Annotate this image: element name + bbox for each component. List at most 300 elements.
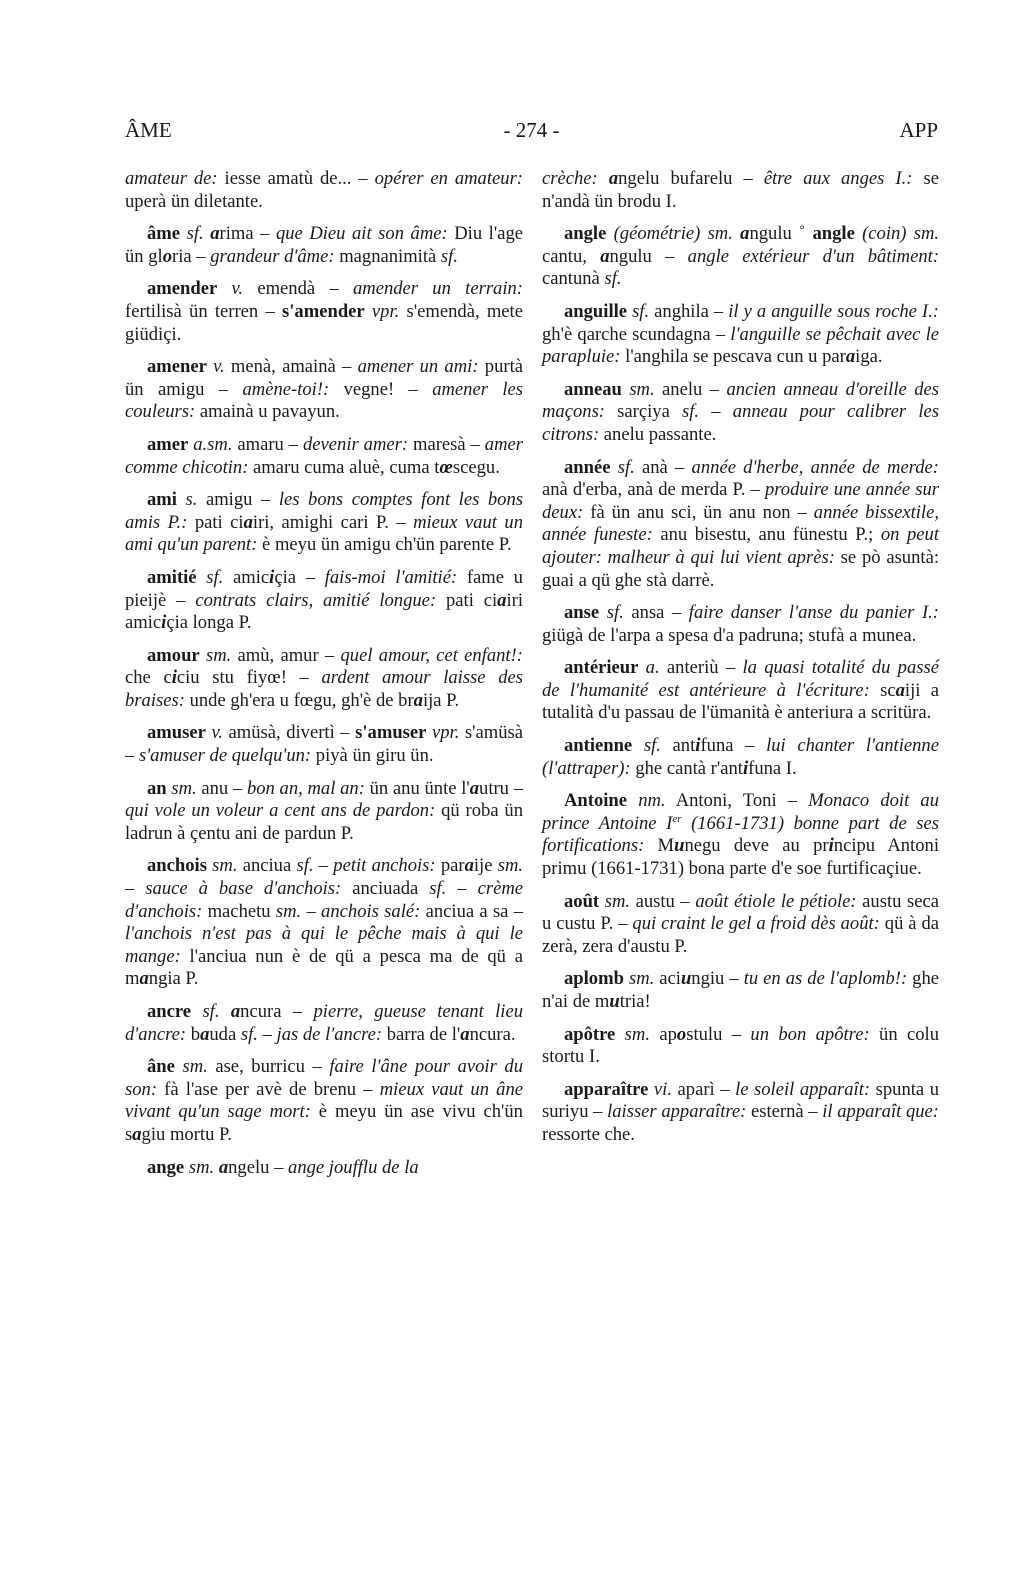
french-text: faire l'âne pour avoir du son: (125, 1056, 523, 1100)
right-column (542, 168, 939, 1157)
french-text: produire une année sur deux: (542, 479, 939, 523)
entry-text: spunta u suriyu – (542, 1078, 940, 1123)
entry-text: amic (223, 566, 270, 588)
french-text: sm. (205, 644, 232, 666)
french-text: bon an, mal an: (246, 777, 365, 799)
french-text: sf. (440, 245, 458, 267)
entry-text: a (460, 1023, 470, 1045)
entry-text: ghe cantà r'ant (630, 757, 743, 779)
french-text: v. (231, 278, 244, 300)
entry-text (220, 1001, 231, 1022)
dictionary-entry (125, 645, 523, 713)
dictionary-entry (542, 968, 939, 1013)
headword: amer (147, 433, 189, 455)
entry-text: ngelu – (228, 1156, 289, 1178)
entry-text: uperà ün diletante. (125, 190, 263, 212)
entry-text (217, 278, 231, 299)
entry-text: b (186, 1023, 201, 1045)
french-text: anchois salé: (321, 900, 421, 922)
french-text: sf. (682, 401, 700, 423)
entry-text: ant (660, 735, 696, 757)
entry-text: tria! (619, 991, 651, 1012)
entry-text: vegne! – (329, 378, 433, 400)
entry-text: o (162, 245, 173, 267)
entry-text: ün colu stortu I. (542, 1023, 939, 1068)
entry-text: a (845, 346, 856, 368)
entry-text: purtà ün amigu – (125, 356, 523, 400)
entry-text: fertilisà ün terren – (125, 300, 283, 322)
entry-text: – (699, 401, 733, 423)
french-text: qui vole un voleur a cent ans de pardon: (125, 800, 436, 822)
french-text: amener un ami: (357, 356, 479, 378)
french-text: Monaco doit au prince Antoine I (542, 790, 939, 834)
french-text: contrats clairs, amitié longue: (195, 589, 437, 611)
entry-text (197, 567, 207, 588)
french-text: amer comme chicotin: (125, 433, 523, 478)
dictionary-entry (542, 457, 939, 593)
entry-text: cantunà (542, 268, 605, 290)
dictionary-entry (125, 722, 523, 767)
entry-text: esternà – (746, 1101, 823, 1123)
french-text: sauce à base d'anchois: (145, 878, 342, 900)
french-text: mieux vaut un âne vivant qu'un sage mort: (125, 1078, 523, 1123)
french-text: grandeur d'âme: (210, 245, 335, 267)
french-text: sm. (188, 1156, 215, 1178)
headword: s'amender (282, 300, 365, 322)
entry-text: ressorte che. (542, 1123, 635, 1145)
entry-text: er (672, 812, 682, 825)
entry-text: è meyu ün amigu ch'ün parente P. (257, 534, 512, 556)
entry-text: che c (125, 667, 172, 689)
entry-text (615, 1024, 624, 1045)
entry-text (177, 489, 186, 510)
french-text: sf. (604, 268, 622, 290)
entry-text: anu bisestu, anu fünestu P.; (652, 524, 881, 546)
entry-text: a (740, 223, 750, 245)
entry-text: fà ün anu sci, ün anu non – (583, 501, 814, 523)
entry-text: Antoni, Toni – (665, 790, 809, 812)
french-text: angle extérieur d'un bâtiment: (687, 245, 940, 267)
french-text: fais-moi l'amitié: (324, 566, 458, 588)
dictionary-entry (125, 434, 523, 479)
entry-text: ncura. (469, 1023, 516, 1045)
french-text: vi. (653, 1078, 672, 1100)
french-text: sf. (429, 878, 447, 900)
french-text: jas de l'ancre: (276, 1023, 383, 1045)
headword: âme (147, 223, 181, 245)
entry-text: a (895, 679, 905, 701)
french-text: a. (645, 657, 660, 679)
french-text: faire danser l'anse du panier I.: (688, 602, 940, 624)
entry-text: anciuada (341, 878, 430, 900)
entry-text (638, 657, 645, 678)
headword: angle (812, 223, 855, 245)
entry-text: cantu, (542, 245, 601, 267)
dictionary-entry (125, 855, 523, 991)
entry-text: iga. (855, 346, 883, 368)
french-text: ange joufflu de la (288, 1156, 419, 1178)
french-text: il y a anguille sous roche I.: (728, 300, 939, 322)
entry-text: qü à da zerà, zera d'austu P. (542, 913, 939, 957)
entry-text: piyà ün giru ün. (311, 745, 434, 767)
running-header (125, 118, 938, 144)
french-text: sf. (202, 1001, 220, 1022)
entry-text: a (243, 511, 253, 533)
headword: ancre (147, 1001, 192, 1022)
headword: âne (147, 1056, 175, 1078)
french-text: sf. (643, 735, 661, 757)
entry-text: – (301, 900, 322, 922)
entry-text: anteriù – (659, 657, 743, 679)
entry-text: ün anu ünte l' (364, 777, 470, 799)
entry-text: a (464, 855, 474, 877)
french-text: que Dieu ait son âme: (275, 223, 448, 245)
french-text: sm. (275, 900, 302, 922)
french-text: (géométrie) sm. (613, 223, 733, 245)
entry-text: l'anghila se pescava cun u par (620, 346, 846, 368)
dictionary-entry (125, 1056, 523, 1146)
dictionary-entry (542, 1079, 939, 1147)
french-text: sm. (171, 777, 197, 799)
entry-text: sc (869, 679, 896, 701)
french-text: amender un terrain: (352, 278, 524, 300)
french-text: vpr. (371, 300, 400, 322)
dictionary-entry (125, 223, 523, 268)
entry-text: i (828, 835, 834, 857)
entry-text: çia – (274, 566, 325, 588)
french-text: sm. (182, 1056, 208, 1078)
entry-text: ria – (172, 245, 211, 267)
entry-text: u (674, 835, 685, 857)
french-text: v. (211, 722, 223, 744)
entry-text: a (600, 245, 610, 267)
entry-text: M (644, 835, 675, 857)
entry-text: a (608, 168, 619, 189)
entry-text: l'anciua nun è de qü a pesca ma de qü a m (125, 945, 523, 990)
headword: s'amuser (355, 722, 427, 744)
entry-text: ncura – (240, 1001, 314, 1022)
entry-text: s'emendà, mete giüdiçi. (125, 300, 523, 345)
entry-text: par (435, 855, 465, 877)
entry-text: pati ci (187, 511, 244, 533)
french-text: pierre, gueuse tenant lieu d'ancre: (125, 1001, 523, 1045)
dictionary-entry (125, 489, 523, 557)
french-text: s'amuser de quelqu'un: (138, 745, 312, 767)
french-text: amène-toi!: (242, 378, 330, 400)
french-text: opérer en amateur: (374, 168, 523, 189)
entry-text: fame u pieijè – (125, 566, 523, 611)
entry-text: a (210, 223, 220, 245)
dictionary-entry (125, 778, 523, 846)
french-text: crèche: (542, 168, 598, 189)
entry-text: barra de l' (382, 1023, 461, 1045)
entry-text: amainà u pavayun. (195, 401, 340, 423)
dictionary-entry (542, 1024, 939, 1069)
french-text: sm. (629, 378, 655, 400)
entry-text: a (218, 1156, 229, 1178)
entry-text: giu mortu P. (141, 1123, 232, 1145)
entry-text: iesse amatù de... – (217, 168, 375, 189)
entry-text: anelu passante. (599, 423, 717, 445)
french-text: (1661-1731) bonne part de ses fortifications: (542, 812, 939, 857)
entry-continuation (125, 168, 523, 213)
entry-text: anà – (634, 456, 692, 478)
entry-text: a (497, 589, 507, 611)
french-text: sf. (632, 300, 650, 322)
dictionary-entry (125, 1001, 523, 1046)
entry-text: maresà – (408, 433, 485, 455)
entry-text: anciua (237, 855, 297, 877)
french-text: nm. (638, 790, 666, 812)
french-text: sm. (212, 855, 238, 877)
entry-continuation (542, 168, 939, 213)
dictionary-entry (542, 735, 939, 780)
entry-text: qü roba ün ladrun à çentu ani de pardun P. (125, 800, 523, 844)
french-text: la quasi totalité du passé de l'humanité est antérieure à l'écriture: (542, 657, 939, 701)
french-text: l'anchois n'est pas à qui le pêche mais à qui le mange: (125, 923, 523, 967)
french-text: laisser apparaître: (607, 1101, 747, 1123)
entry-text: i (171, 667, 177, 689)
dictionary-entry (125, 356, 523, 424)
entry-text: gh'è qarche scundagna – (542, 323, 731, 345)
entry-text: scegu. (452, 456, 500, 478)
entry-text: anelu – (654, 378, 727, 400)
entry-text: Diu l'age ün gl (125, 223, 523, 267)
headword: anse (564, 602, 600, 624)
entry-text: iri amic (125, 589, 523, 634)
headword: antérieur (564, 657, 639, 679)
french-text: être aux anges I.: (763, 168, 913, 189)
headword: angle (564, 223, 607, 245)
header-last-word: APP (899, 118, 938, 142)
entry-text: ciu stu fiyœ! – (176, 667, 322, 689)
french-text: un bon apôtre: (750, 1023, 870, 1045)
entry-text: o (676, 1023, 687, 1045)
entry-text: menà, amainà – (224, 356, 358, 378)
dictionary-entry (542, 891, 939, 959)
french-text: mieux vaut un ami qu'un parent: (125, 511, 523, 556)
page-number: - 274 - (503, 118, 560, 142)
entry-text: a (139, 968, 149, 990)
entry-text: – (446, 878, 478, 900)
entry-text: magnanimità (334, 245, 441, 267)
dictionary-entry (542, 657, 939, 725)
headword: anchois (147, 855, 207, 877)
headword: anneau (564, 378, 622, 400)
entry-text: machetu (202, 900, 276, 922)
entry-text: aparì – (671, 1078, 736, 1100)
entry-text: pati ci (436, 589, 498, 611)
entry-text: u (680, 968, 692, 990)
french-text: quel amour, cet enfant!: (340, 644, 523, 666)
entry-text: sarçiya (605, 401, 683, 423)
entry-text: stulu – (686, 1023, 751, 1045)
french-text: (coin) sm. (862, 223, 940, 245)
entry-text: amaru – (232, 433, 303, 455)
dictionary-entry (542, 602, 939, 647)
entry-text: rima – (219, 223, 276, 245)
entry-text: i (695, 735, 701, 757)
french-text: devenir amer: (303, 433, 409, 455)
headword: amour (147, 644, 200, 666)
entry-text (191, 1001, 202, 1022)
entry-text: anà d'erba, anà de merda P. – (542, 479, 765, 501)
entry-text: anu – (196, 777, 247, 799)
french-text: amener les couleurs: (125, 378, 523, 423)
entry-text: a (413, 689, 423, 711)
french-text: v. (213, 356, 225, 378)
headword: apparaître (564, 1078, 649, 1100)
french-text: sf. (606, 602, 624, 624)
entry-text: aci (654, 968, 681, 990)
french-text: vpr. (432, 722, 460, 744)
entry-text (627, 790, 638, 811)
dictionary-entry (542, 301, 939, 369)
dictionary-entry (542, 790, 939, 880)
french-text: sf. (296, 855, 314, 877)
headword: ami (147, 489, 177, 511)
french-text: les bons comptes font les bons amis P.: (125, 489, 523, 533)
entry-text: austu seca u custu P. – (542, 890, 939, 935)
french-text: il apparaît que: (822, 1101, 939, 1123)
french-text: sm. (604, 890, 631, 912)
entry-text: a (200, 1023, 210, 1045)
entry-text: a (132, 1123, 142, 1145)
entry-text: ap (649, 1023, 677, 1045)
entry-text: giügà de l'arpa a spesa d'a padruna; stufà a munea. (542, 624, 917, 646)
entry-text: è meyu ün ase vivu ch'ün s (125, 1101, 523, 1145)
french-text: petit anchois: (333, 855, 436, 877)
french-text: ancien anneau d'oreille des maçons: (542, 378, 939, 423)
french-text: on peut ajouter: malheur à qui lui vient après: (542, 524, 939, 568)
headword: août (564, 890, 600, 912)
entry-text: œ (439, 456, 453, 478)
dictionary-entry (125, 1157, 523, 1180)
entry-text: iji a tutalità d'u passau de l'ümanità è anteriura a scritüra. (542, 679, 939, 724)
entry-text (855, 223, 862, 244)
entry-text: amigu – (197, 489, 279, 511)
french-text: l'anguille se pêchait avec le parapluie: (542, 323, 939, 368)
entry-text: anghila – (649, 300, 729, 322)
entry-text: ngelu bufarelu – (618, 168, 764, 189)
entry-text: unde gh'era u fœgu, gh'è de br (184, 689, 414, 711)
entry-text: çia longa P. (166, 612, 252, 634)
french-text: sf. (186, 223, 204, 245)
headword: antienne (564, 735, 633, 757)
french-text: crème d'anchois: (125, 878, 524, 922)
entry-text: – (313, 855, 334, 877)
entry-text: negu deve au pr (684, 835, 829, 857)
entry-text: funa – (700, 735, 767, 757)
french-text: sf. (617, 456, 635, 478)
entry-text (598, 168, 609, 189)
headword: amitié (147, 566, 197, 588)
dictionary-entry (542, 223, 939, 291)
french-text: anneau pour calibrer les citrons: (542, 401, 939, 445)
entry-text: ngulu ˚ (749, 223, 813, 245)
entry-text: a (469, 777, 480, 799)
entry-text: i (161, 612, 167, 634)
entry-text: austu – (630, 890, 696, 912)
headword: amuser (147, 722, 206, 744)
entry-text (599, 602, 607, 623)
entry-text: ase, burricu – (207, 1056, 330, 1078)
french-text: s. (185, 489, 198, 511)
french-text: sm. (628, 968, 655, 990)
french-text: août étiole le pétiole: (695, 890, 857, 912)
entry-text (606, 223, 613, 244)
dictionary-entry (125, 278, 523, 346)
entry-text: funa I. (748, 757, 797, 779)
french-text: sf. (240, 1023, 258, 1045)
french-text: tu en as de l'aplomb!: (743, 968, 908, 990)
french-text: année bissextile, année funeste: (542, 501, 939, 546)
headword: Antoine (564, 790, 628, 812)
entry-text: i (742, 757, 749, 779)
entry-text: utru – (479, 777, 523, 799)
french-text: a.sm. (193, 433, 233, 455)
french-text: année d'herbe, année de merde: (691, 456, 939, 478)
entry-text: uda (209, 1023, 241, 1045)
entry-text: se n'andà ün brodu I. (542, 168, 940, 212)
french-text: ardent amour laisse des braises: (125, 667, 523, 711)
entry-text: a (230, 1001, 241, 1022)
entry-text (632, 735, 644, 756)
entry-text: amù, amur – (231, 644, 341, 666)
header-first-word: ÂME (125, 118, 172, 142)
headword: an (147, 777, 167, 799)
french-text: amateur de: (125, 168, 218, 189)
entry-text: emendà – (243, 278, 353, 300)
entry-text: amaru cuma aluè, cuma t (248, 456, 440, 478)
french-text: lui chanter l'antienne (l'attraper): (542, 735, 939, 779)
entry-text: anciua a sa – (420, 900, 524, 922)
headword: aplomb (564, 968, 624, 990)
entry-text: ghe n'ai de m (542, 968, 939, 1012)
headword: amender (147, 278, 218, 300)
entry-text: s'amüsà – (125, 722, 524, 767)
entry-text: – (125, 878, 146, 900)
entry-text: – (257, 1023, 277, 1045)
headword: ange (147, 1156, 185, 1178)
entry-text: se pò asuntà: guai a qü ghe stà darrè. (542, 546, 939, 591)
dictionary-entry (125, 567, 523, 635)
french-text: sm. (624, 1023, 650, 1045)
french-text: sm. (497, 855, 524, 877)
left-column (125, 168, 523, 1189)
french-text: le soleil apparaît: (735, 1078, 871, 1100)
entry-text: ije (473, 855, 498, 877)
dictionary-entry (542, 379, 939, 447)
entry-text (365, 301, 372, 322)
headword: anguille (564, 300, 628, 322)
entry-text: ansa – (623, 602, 689, 624)
entry-text: ija P. (422, 689, 460, 711)
headword: amener (147, 356, 207, 378)
entry-text: fà l'ase per avè de brenu – (157, 1078, 380, 1100)
entry-text: ngia P. (148, 968, 199, 990)
headword: apôtre (564, 1023, 616, 1045)
entry-text (610, 457, 617, 478)
entry-text: u (609, 991, 620, 1012)
french-text: qui craint le gel a froid dès août: (632, 913, 880, 935)
headword: année (564, 456, 611, 478)
french-text: sf. (206, 566, 224, 588)
entry-text: iri, amighi cari P. – (252, 511, 414, 533)
entry-text: i (269, 566, 275, 588)
entry-text: ngiu – (691, 968, 744, 990)
entry-text: amüsà, divertì – (222, 722, 356, 744)
